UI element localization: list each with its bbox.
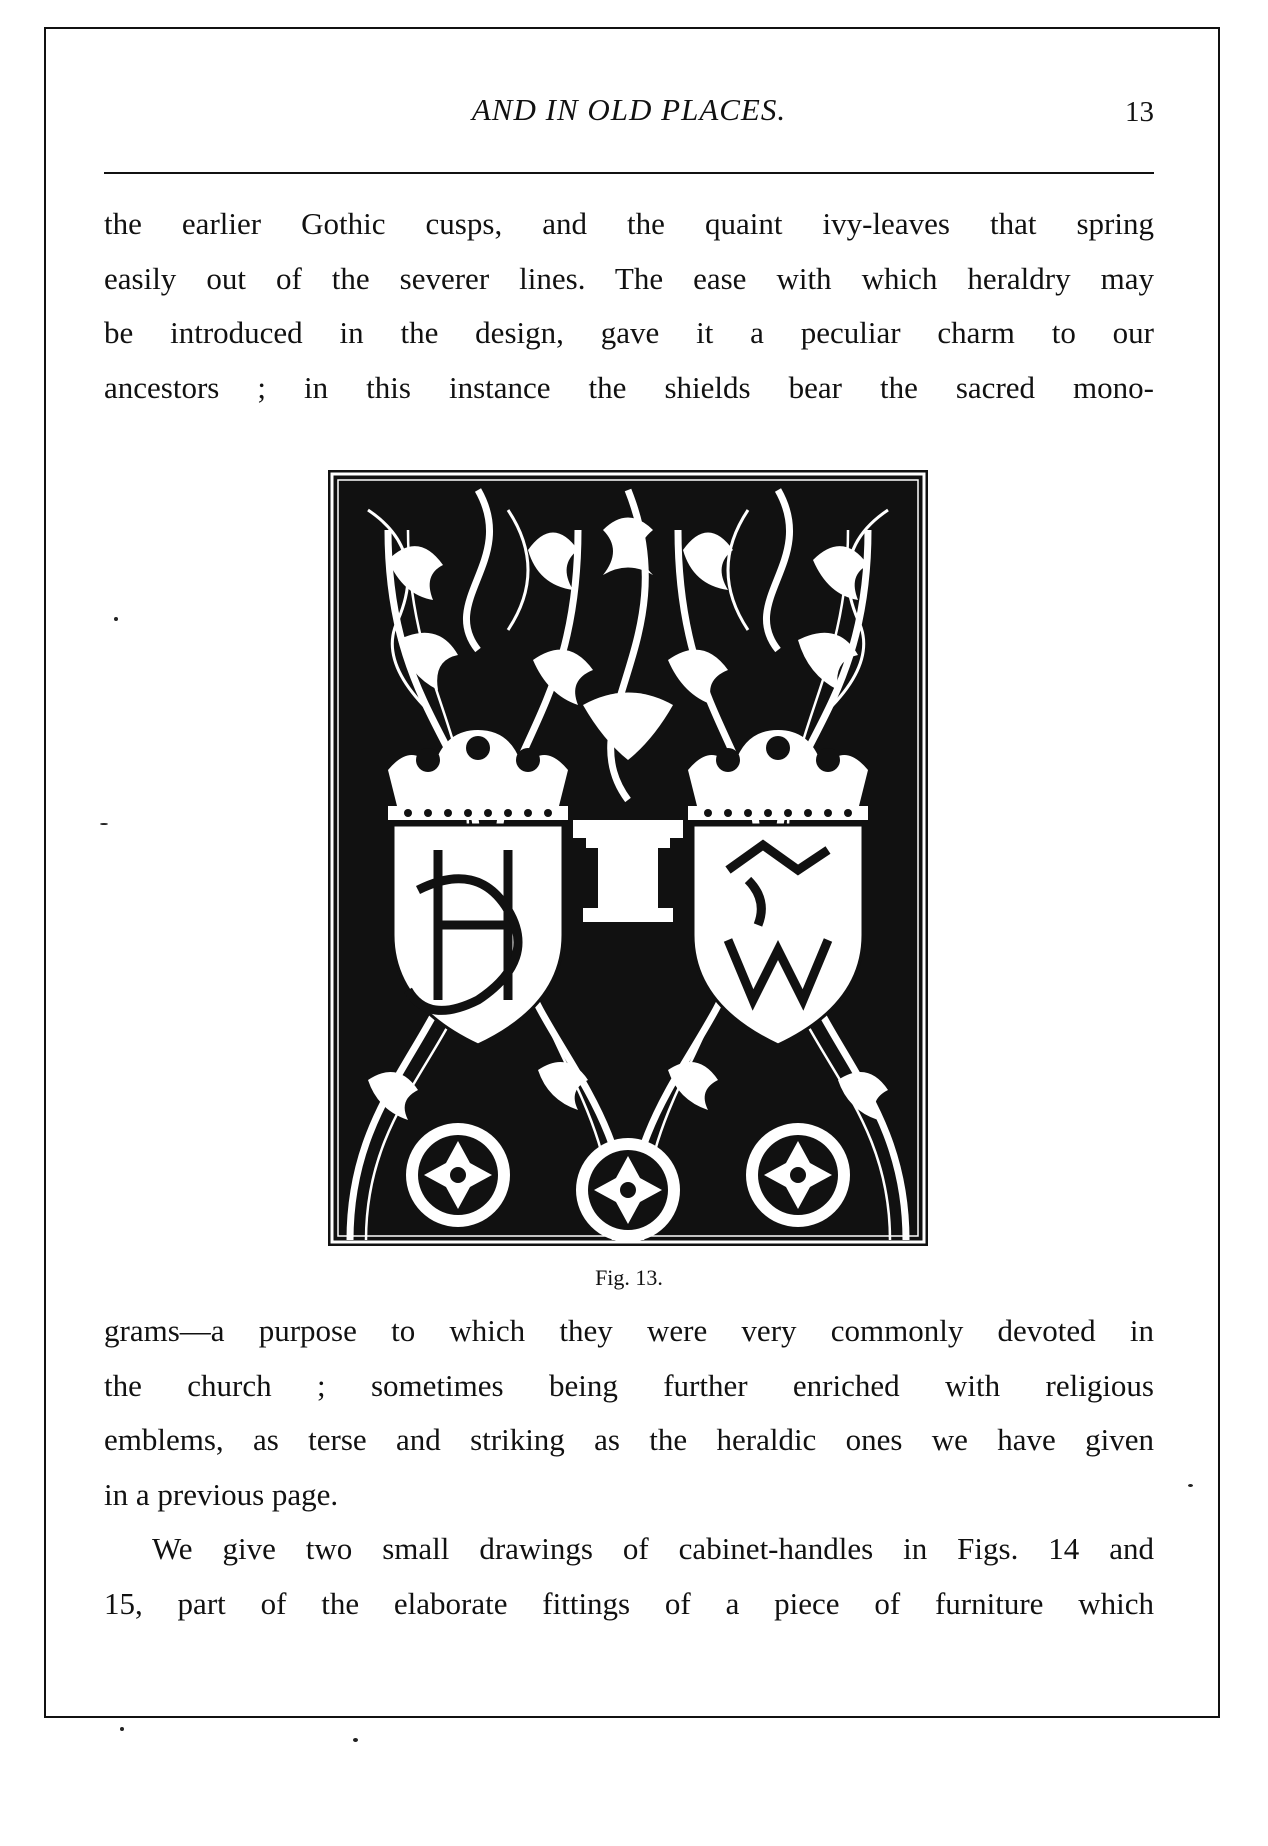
ink-speck <box>353 1738 358 1742</box>
text-line: in a previous page. <box>104 1476 339 1512</box>
page-number: 13 <box>1125 96 1154 128</box>
running-head <box>104 92 1154 132</box>
paragraph-2 <box>104 1304 1154 1522</box>
text-line: grams—a purpose to which they were very commonly devoted in <box>104 1313 1154 1348</box>
ink-speck <box>1188 1484 1193 1487</box>
text-line: We give two small drawings of cabinet-handles in Figs. 14 and <box>152 1531 1154 1566</box>
header-rule <box>104 172 1154 174</box>
text-line: be introduced in the design, gave it a peculiar charm to our <box>104 315 1154 350</box>
page-frame-left <box>44 27 46 1717</box>
paragraph-1 <box>104 197 1154 415</box>
rosettes-bottom <box>406 1123 850 1242</box>
text-line: the earlier Gothic cusps, and the quaint ivy-leaves that spring <box>104 206 1154 241</box>
ink-speck <box>100 823 108 825</box>
running-title: AND IN OLD PLACES. <box>471 92 787 127</box>
figure-caption: Fig. 13. <box>595 1265 663 1290</box>
page-frame-right <box>1218 27 1220 1717</box>
text-line: ancestors ; in this instance the shields bear the sacred mono- <box>104 369 1154 405</box>
text-line: easily out of the severer lines. The ease with which heraldry may <box>104 260 1154 296</box>
ink-speck <box>120 1727 124 1731</box>
page-frame-bottom <box>44 1716 1220 1718</box>
gothic-panel-engraving <box>328 470 928 1246</box>
page-frame-top <box>44 27 1220 29</box>
text-line: the church ; sometimes being further enriched with religious <box>104 1367 1154 1403</box>
figure-13-illustration <box>328 470 928 1246</box>
text-line: emblems, as terse and striking as the heraldic ones we have given <box>104 1422 1154 1457</box>
ink-speck <box>114 617 118 621</box>
paragraph-3 <box>104 1522 1154 1631</box>
text-line: 15, part of the elaborate fittings of a piece of furniture which <box>104 1585 1154 1621</box>
